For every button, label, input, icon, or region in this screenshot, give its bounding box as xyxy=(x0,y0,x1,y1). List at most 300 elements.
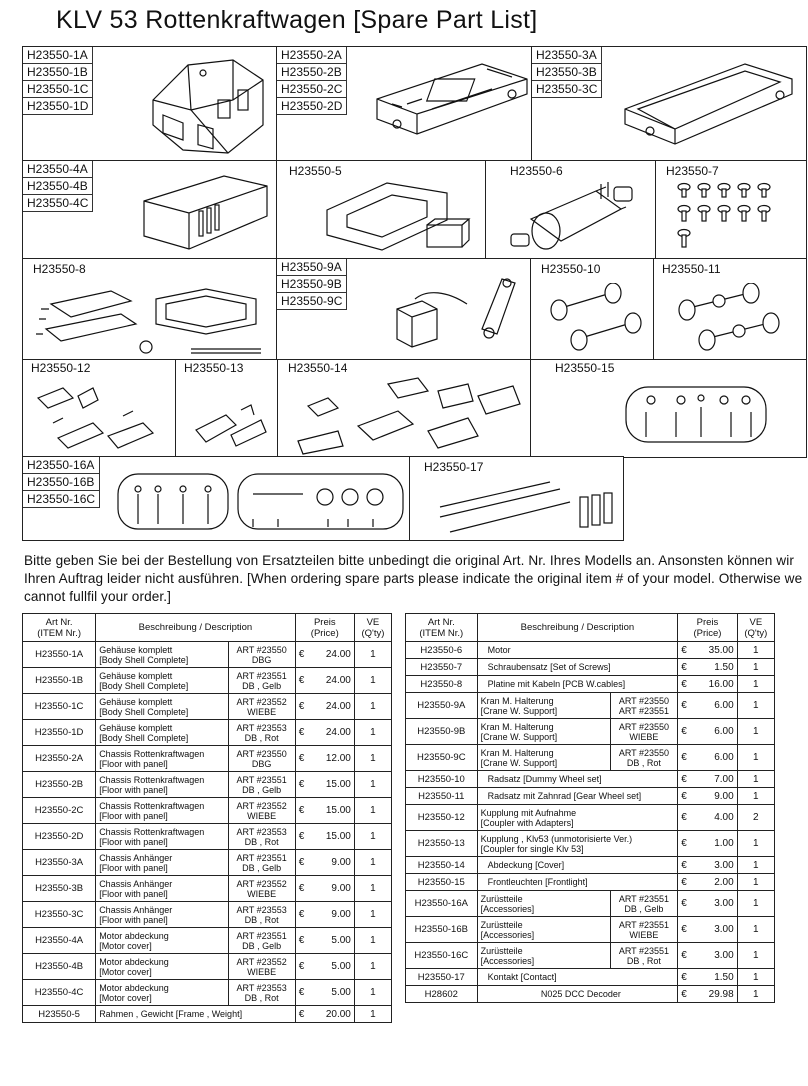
table-row xyxy=(406,986,775,1003)
item-nr: H23550-15 xyxy=(406,874,478,891)
currency-symbol: € xyxy=(298,753,305,764)
qty: 1 xyxy=(354,876,391,902)
qty: 1 xyxy=(354,746,391,772)
part-code-label: H23550-13 xyxy=(180,360,247,376)
qty: 1 xyxy=(354,1006,391,1023)
table-row xyxy=(406,745,775,771)
col-header-description: Beschreibung / Description xyxy=(96,614,296,642)
variant xyxy=(228,902,295,928)
description: Motor xyxy=(477,642,678,659)
price-cell xyxy=(678,693,737,719)
currency-symbol: € xyxy=(681,988,687,1000)
price-cell xyxy=(295,746,354,772)
qty: 1 xyxy=(737,874,774,891)
description-de: Chassis Rottenkraftwagen xyxy=(99,748,205,759)
description xyxy=(477,805,678,831)
part-cell-13 xyxy=(175,359,279,458)
item-nr: H23550-4A xyxy=(23,928,96,954)
price-value: 5.00 xyxy=(331,961,351,972)
item-nr: H23550-1C xyxy=(23,694,96,720)
price-value: 1.50 xyxy=(714,971,734,983)
description xyxy=(477,943,610,969)
qty: 1 xyxy=(737,693,774,719)
price-cell xyxy=(678,659,737,676)
currency-symbol: € xyxy=(681,950,687,961)
qty: 1 xyxy=(737,969,774,986)
variant-art-nr: ART #23550 xyxy=(236,748,287,759)
price-value: 6.00 xyxy=(714,700,734,711)
variant-label: DB , Gelb xyxy=(242,862,282,873)
variant-art-nr: ART #23553 xyxy=(236,826,287,837)
table-row xyxy=(406,642,775,659)
currency-symbol: € xyxy=(298,727,305,738)
description: Schraubensatz [Set of Screws] xyxy=(477,659,678,676)
coupler-adapter-illustration xyxy=(33,378,173,456)
item-nr: H23550-4B xyxy=(23,954,96,980)
price-cell xyxy=(295,798,354,824)
variant-art-nr: ART #23552 xyxy=(236,956,287,967)
part-code-label: H23550-2A xyxy=(277,47,347,64)
variant-label: DB , Gelb xyxy=(624,903,664,914)
price-value: 4.00 xyxy=(714,812,734,823)
item-nr: H23550-9A xyxy=(406,693,478,719)
price-value: 9.00 xyxy=(714,790,734,802)
part-code-label: H23550-2C xyxy=(277,81,347,98)
price-value: 20.00 xyxy=(325,1008,351,1020)
item-nr: H23550-16A xyxy=(406,891,478,917)
part-cell-14 xyxy=(277,359,532,458)
currency-symbol: € xyxy=(681,726,687,737)
accessories-illustration xyxy=(113,469,408,539)
item-nr: H23550-2B xyxy=(23,772,96,798)
gear-wheelset-illustration xyxy=(669,283,799,358)
variant xyxy=(228,642,295,668)
pcb-illustration xyxy=(31,279,276,359)
price-value: 6.00 xyxy=(714,726,734,737)
part-codes xyxy=(23,457,100,508)
variant-art-nr: ART #23551 xyxy=(236,670,287,681)
description-en: [Accessories] xyxy=(480,929,535,940)
description-en: [Coupler for single Klv 53] xyxy=(480,843,584,854)
part-code-label: H23550-1A xyxy=(23,47,93,64)
part-code-label: H23550-6 xyxy=(506,163,567,179)
part-cell-10 xyxy=(530,258,655,361)
description-en: [Motor cover] xyxy=(99,992,152,1003)
description: Kontakt [Contact] xyxy=(477,969,678,986)
price-value: 7.00 xyxy=(714,773,734,785)
item-nr: H23550-6 xyxy=(406,642,478,659)
part-cell-6 xyxy=(485,160,657,260)
part-cell-5 xyxy=(276,160,487,260)
description xyxy=(96,746,228,772)
variant xyxy=(610,719,678,745)
part-codes xyxy=(662,163,723,179)
item-nr: H23550-16B xyxy=(406,917,478,943)
qty: 1 xyxy=(737,771,774,788)
chassis-illustration xyxy=(372,59,532,144)
price-value: 5.00 xyxy=(331,987,351,998)
table-row xyxy=(23,642,392,668)
price-cell xyxy=(678,771,737,788)
item-nr: H23550-1B xyxy=(23,668,96,694)
price-cell xyxy=(295,902,354,928)
variant-label: DBG xyxy=(251,654,272,665)
part-code-label: H23550-9B xyxy=(277,276,347,293)
description xyxy=(96,798,228,824)
currency-symbol: € xyxy=(681,644,687,656)
price-cell xyxy=(295,980,354,1006)
description xyxy=(96,928,228,954)
description-en: [Crane W. Support] xyxy=(480,757,558,768)
part-cell-9 xyxy=(276,258,532,361)
part-codes xyxy=(506,163,567,179)
description: Frontleuchten [Frontlight] xyxy=(477,874,678,891)
item-nr: H23550-2A xyxy=(23,746,96,772)
currency-symbol: € xyxy=(298,805,305,816)
description-de: Motor abdeckung xyxy=(99,982,169,993)
qty: 1 xyxy=(354,980,391,1006)
table-row xyxy=(406,805,775,831)
part-code-label: H23550-1C xyxy=(23,81,93,98)
part-code-label: H23550-5 xyxy=(285,163,346,179)
price-cell xyxy=(295,850,354,876)
part-code-label: H23550-11 xyxy=(658,261,725,277)
variant-art-nr: ART #23550 xyxy=(618,695,670,706)
item-nr: H23550-10 xyxy=(406,771,478,788)
description-de: Kupplung mit Aufnahme xyxy=(480,807,577,818)
variant xyxy=(610,943,678,969)
price-cell xyxy=(678,788,737,805)
price-value: 24.00 xyxy=(325,649,351,660)
part-code-label: H23550-2D xyxy=(277,98,347,115)
variant-art-nr: ART #23550 xyxy=(618,721,670,732)
currency-symbol: € xyxy=(681,876,687,888)
part-code-label: H23550-17 xyxy=(420,459,487,475)
item-nr: H23550-16C xyxy=(406,943,478,969)
price-value: 15.00 xyxy=(325,779,351,790)
part-code-label: H23550-4B xyxy=(23,178,93,195)
item-nr: H23550-12 xyxy=(406,805,478,831)
col-header-item-nr: Art Nr. (ITEM Nr.) xyxy=(23,614,96,642)
description-de: Zurüstteile xyxy=(480,945,523,956)
part-cell-12 xyxy=(22,359,177,458)
variant xyxy=(228,928,295,954)
page-title: KLV 53 Rottenkraftwagen [Spare Part List] xyxy=(56,6,538,34)
variant xyxy=(228,850,295,876)
currency-symbol: € xyxy=(681,773,687,785)
description-de: Chassis Rottenkraftwagen xyxy=(99,774,205,785)
currency-symbol: € xyxy=(298,701,305,712)
description-de: Chassis Rottenkraftwagen xyxy=(99,800,205,811)
currency-symbol: € xyxy=(298,935,305,946)
item-nr: H23550-2D xyxy=(23,824,96,850)
currency-symbol: € xyxy=(681,971,687,983)
variant xyxy=(228,954,295,980)
price-value: 29.98 xyxy=(708,988,734,1000)
variant-label: WIEBE xyxy=(629,731,659,742)
crane-illustration xyxy=(387,269,527,357)
price-cell xyxy=(678,676,737,693)
description-de: Chassis Anhänger xyxy=(99,904,173,915)
variant-label: DB , Gelb xyxy=(242,680,282,691)
price-cell xyxy=(295,720,354,746)
description-de: Gehäuse komplett xyxy=(99,644,173,655)
part-codes xyxy=(27,360,94,376)
table-row xyxy=(23,928,392,954)
table-row xyxy=(23,954,392,980)
variant xyxy=(610,745,678,771)
description-de: Kran M. Halterung xyxy=(480,721,554,732)
currency-symbol: € xyxy=(298,831,305,842)
variant-label: DB , Rot xyxy=(626,757,661,768)
part-cell-11 xyxy=(653,258,807,361)
item-nr: H23550-1A xyxy=(23,642,96,668)
qty: 1 xyxy=(354,668,391,694)
part-code-label: H23550-9A xyxy=(277,259,347,276)
price-value: 6.00 xyxy=(714,752,734,763)
part-cell-1 xyxy=(22,46,278,162)
currency-symbol: € xyxy=(681,661,687,673)
currency-symbol: € xyxy=(681,812,687,823)
qty: 1 xyxy=(354,954,391,980)
motor-illustration xyxy=(506,179,646,257)
qty: 1 xyxy=(737,986,774,1003)
currency-symbol: € xyxy=(298,857,305,868)
qty: 1 xyxy=(354,642,391,668)
price-value: 3.00 xyxy=(714,859,734,871)
part-codes xyxy=(180,360,247,376)
currency-symbol: € xyxy=(681,838,687,849)
currency-symbol: € xyxy=(681,700,687,711)
description-de: Zurüstteile xyxy=(480,919,523,930)
body-shell-illustration xyxy=(143,55,273,157)
description-de: Motor abdeckung xyxy=(99,956,169,967)
table-row xyxy=(23,746,392,772)
price-value: 24.00 xyxy=(325,675,351,686)
part-code-label: H23550-15 xyxy=(551,360,618,376)
price-cell xyxy=(295,694,354,720)
price-value: 12.00 xyxy=(325,753,351,764)
description xyxy=(96,980,228,1006)
item-nr: H23550-13 xyxy=(406,831,478,857)
variant xyxy=(610,917,678,943)
item-nr: H23550-7 xyxy=(406,659,478,676)
description-en: [Body Shell Complete] xyxy=(99,680,189,691)
table-row xyxy=(23,798,392,824)
col-header-item-nr: Art Nr. (ITEM Nr.) xyxy=(406,614,478,642)
description xyxy=(96,954,228,980)
description: Abdeckung [Cover] xyxy=(477,857,678,874)
variant xyxy=(610,693,678,719)
price-value: 1.00 xyxy=(714,838,734,849)
part-codes xyxy=(658,261,725,277)
price-cell xyxy=(295,772,354,798)
qty: 1 xyxy=(737,676,774,693)
price-value: 9.00 xyxy=(331,883,351,894)
price-cell xyxy=(295,928,354,954)
description-en: [Floor with panel] xyxy=(99,758,168,769)
variant xyxy=(228,772,295,798)
item-nr: H23550-3B xyxy=(23,876,96,902)
variant-art-nr: ART #23551 xyxy=(618,919,670,930)
table-row xyxy=(23,772,392,798)
qty: 1 xyxy=(737,642,774,659)
description-en: [Motor cover] xyxy=(99,966,152,977)
qty: 1 xyxy=(737,857,774,874)
part-cell-4 xyxy=(22,160,278,260)
table-row xyxy=(23,694,392,720)
variant-art-nr: ART #23552 xyxy=(236,696,287,707)
qty: 1 xyxy=(737,788,774,805)
part-code-label: H23550-16B xyxy=(23,474,100,491)
item-nr: H23550-4C xyxy=(23,980,96,1006)
description-en: [Motor cover] xyxy=(99,940,152,951)
currency-symbol: € xyxy=(681,678,687,690)
variant xyxy=(228,824,295,850)
part-code-label: H23550-1B xyxy=(23,64,93,81)
variant-art-nr: ART #23553 xyxy=(236,722,287,733)
description-en: [Body Shell Complete] xyxy=(99,654,189,665)
item-nr: H23550-9C xyxy=(406,745,478,771)
variant-art-nr: ART #23551 xyxy=(236,930,287,941)
variant-art-nr: ART #23551 xyxy=(236,852,287,863)
table-row xyxy=(23,902,392,928)
part-cell-8 xyxy=(22,258,278,361)
table-row xyxy=(406,969,775,986)
item-nr: H23550-14 xyxy=(406,857,478,874)
qty: 2 xyxy=(737,805,774,831)
variant-art-nr: ART #23551 xyxy=(236,774,287,785)
part-codes xyxy=(551,360,618,376)
currency-symbol: € xyxy=(681,924,687,935)
variant xyxy=(228,980,295,1006)
part-code-label: H23550-8 xyxy=(29,261,90,277)
table-row xyxy=(406,788,775,805)
part-code-label: H23550-9C xyxy=(277,293,347,310)
description xyxy=(96,824,228,850)
description-de: Gehäuse komplett xyxy=(99,696,173,707)
price-cell xyxy=(678,642,737,659)
description-en: [Floor with panel] xyxy=(99,862,168,873)
description-en: [Floor with panel] xyxy=(99,810,168,821)
variant-art-nr: ART #23553 xyxy=(236,904,287,915)
spare-parts-table-right xyxy=(405,613,775,1003)
item-nr: H23550-2C xyxy=(23,798,96,824)
table-row xyxy=(23,824,392,850)
price-value: 2.00 xyxy=(714,876,734,888)
part-cell-7 xyxy=(655,160,807,260)
price-value: 5.00 xyxy=(331,935,351,946)
description xyxy=(477,917,610,943)
col-header-qty: VE (Q'ty) xyxy=(737,614,774,642)
part-code-label: H23550-16C xyxy=(23,491,100,508)
variant-label: WIEBE xyxy=(247,888,277,899)
variant xyxy=(228,876,295,902)
part-codes xyxy=(420,459,487,475)
description xyxy=(96,642,228,668)
price-cell xyxy=(678,986,737,1003)
col-header-price: Preis (Price) xyxy=(295,614,354,642)
price-cell xyxy=(678,719,737,745)
table-row xyxy=(406,676,775,693)
variant-art-nr: ART #23551 xyxy=(618,945,670,956)
description-en: [Coupler with Adapters] xyxy=(480,817,574,828)
variant xyxy=(228,668,295,694)
part-cell-15 xyxy=(530,359,807,458)
item-nr: H23550-5 xyxy=(23,1006,96,1023)
description-de: Zurüstteile xyxy=(480,893,523,904)
qty: 1 xyxy=(737,719,774,745)
price-value: 15.00 xyxy=(325,831,351,842)
variant-label: DB , Rot xyxy=(244,732,279,743)
item-nr: H28602 xyxy=(406,986,478,1003)
currency-symbol: € xyxy=(298,909,305,920)
qty: 1 xyxy=(354,902,391,928)
item-nr: H23550-9B xyxy=(406,719,478,745)
variant xyxy=(228,720,295,746)
parts-diagram-grid xyxy=(22,46,807,541)
description xyxy=(477,719,610,745)
variant-label: DB , Rot xyxy=(244,914,279,925)
table-row xyxy=(406,943,775,969)
part-codes xyxy=(284,360,351,376)
description-de: Kran M. Halterung xyxy=(480,747,554,758)
variant-label: DB , Rot xyxy=(244,836,279,847)
description-de: Kran M. Halterung xyxy=(480,695,554,706)
part-code-label: H23550-3B xyxy=(532,64,602,81)
description-de: Chassis Rottenkraftwagen xyxy=(99,826,205,837)
price-cell xyxy=(295,668,354,694)
variant-art-nr: ART #23550 xyxy=(236,644,287,655)
price-value: 24.00 xyxy=(325,701,351,712)
table-row xyxy=(406,891,775,917)
qty: 1 xyxy=(737,659,774,676)
item-nr: H23550-3A xyxy=(23,850,96,876)
part-code-label: H23550-4C xyxy=(23,195,93,212)
part-cell-3 xyxy=(531,46,807,162)
description-en: [Crane W. Support] xyxy=(480,731,558,742)
currency-symbol: € xyxy=(298,649,305,660)
col-header-price: Preis (Price) xyxy=(678,614,737,642)
table-row xyxy=(406,874,775,891)
description-de: Gehäuse komplett xyxy=(99,722,173,733)
price-cell xyxy=(295,954,354,980)
description xyxy=(477,693,610,719)
price-value: 3.00 xyxy=(714,924,734,935)
currency-symbol: € xyxy=(298,675,305,686)
price-value: 9.00 xyxy=(331,909,351,920)
variant-label: DB , Gelb xyxy=(242,784,282,795)
part-codes xyxy=(277,259,347,310)
price-cell xyxy=(678,969,737,986)
description-en: [Accessories] xyxy=(480,903,535,914)
part-codes xyxy=(277,47,347,115)
price-cell xyxy=(678,831,737,857)
part-cell-2 xyxy=(276,46,533,162)
table-row xyxy=(23,850,392,876)
variant xyxy=(228,746,295,772)
price-cell xyxy=(678,943,737,969)
currency-symbol: € xyxy=(298,883,305,894)
price-cell xyxy=(678,857,737,874)
price-value: 9.00 xyxy=(331,857,351,868)
part-cell-16 xyxy=(22,456,411,541)
qty: 1 xyxy=(737,943,774,969)
description: N025 DCC Decoder xyxy=(477,986,678,1003)
table-row xyxy=(406,917,775,943)
description-en: [Floor with panel] xyxy=(99,836,168,847)
screws-illustration xyxy=(676,181,796,257)
